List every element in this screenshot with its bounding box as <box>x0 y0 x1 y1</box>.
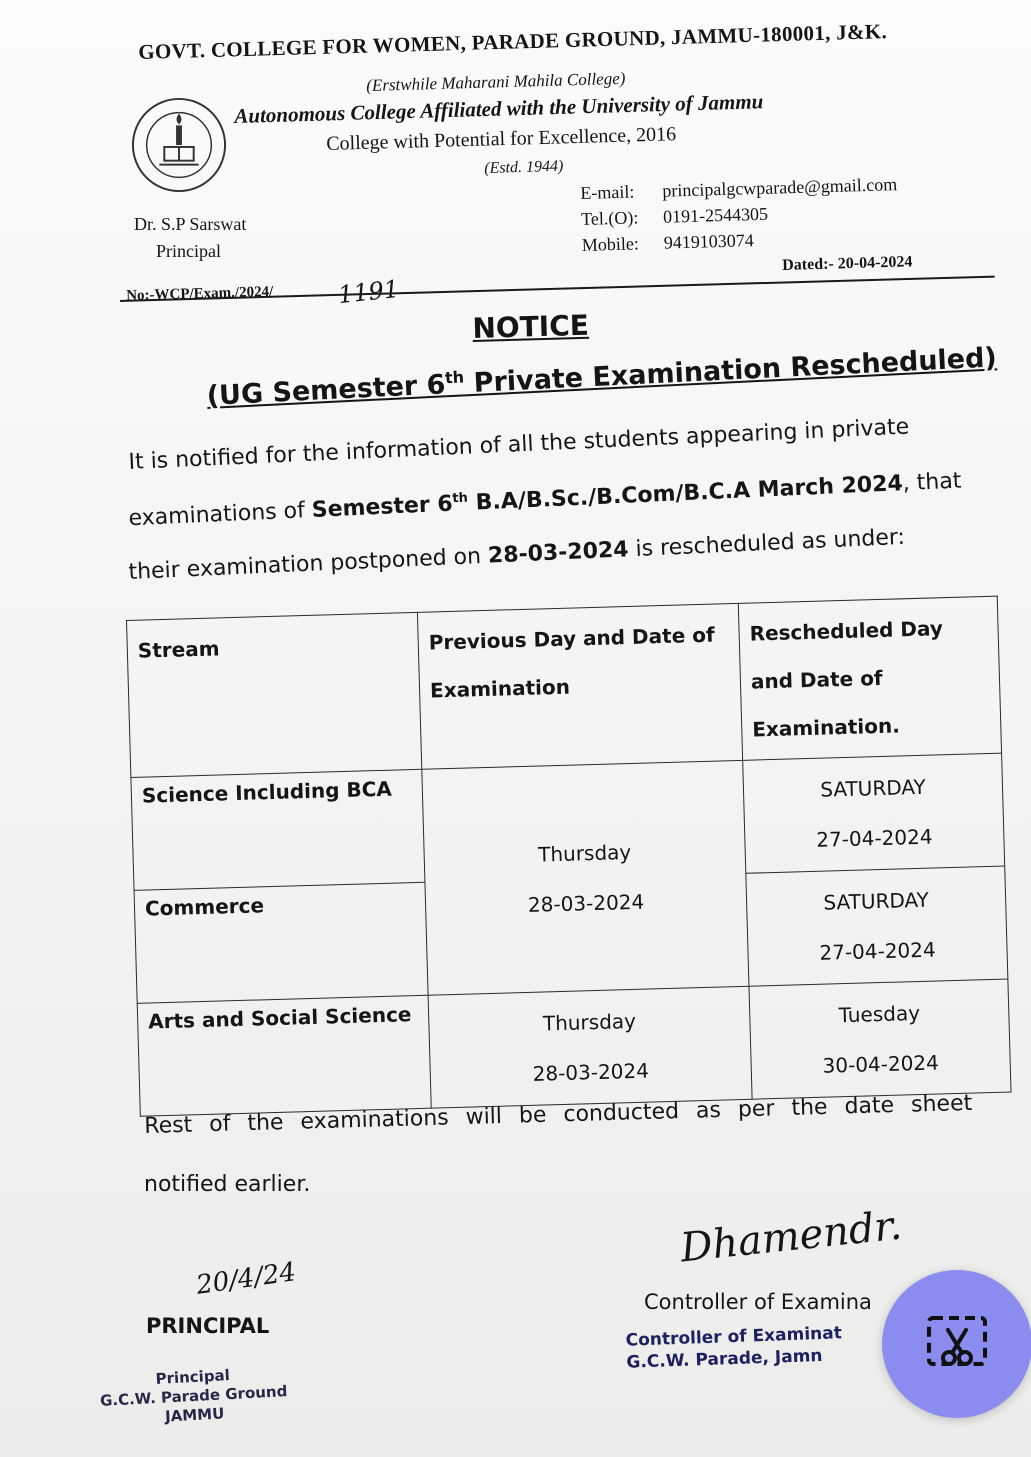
principal-title: Principal <box>156 241 221 261</box>
rescheduled-date: 27-04-2024 <box>815 824 933 852</box>
affiliation-line: Autonomous College Affiliated with the University of Jammu <box>234 89 764 128</box>
rescheduled-date: 30-04-2024 <box>822 1050 940 1078</box>
potential-line: College with Potential for Excellence, 2016 <box>326 123 677 155</box>
previous-day: Thursday <box>537 839 632 867</box>
merged-previous-date-cell <box>422 760 749 995</box>
closing-line-1: Rest of the examinations will be conducted as per the date sheet <box>144 1090 973 1139</box>
contact-block <box>580 171 899 258</box>
dated-line: Dated:- 20-04-2024 <box>782 253 913 274</box>
closing-line-2: notified earlier. <box>144 1172 311 1197</box>
rescheduled-cell <box>743 753 1005 873</box>
reference-handwritten: 1191 <box>336 274 401 310</box>
established-line: (Estd. 1944) <box>484 157 564 177</box>
rescheduled-day: Tuesday <box>838 1000 921 1028</box>
paragraph-line-3: their examination postponed on 28-03-2024 is rescheduled as under: <box>128 524 906 585</box>
previous-day: Thursday <box>542 1008 637 1036</box>
tel-label: Tel.(O): <box>580 207 639 229</box>
principal-signature: 20/4/24 <box>194 1257 298 1301</box>
schedule-table <box>126 595 1017 1086</box>
principal-label: PRINCIPAL <box>146 1314 270 1338</box>
stream-cell: Commerce <box>134 882 428 1003</box>
controller-label: Controller of Examina <box>644 1290 872 1314</box>
principal-name: Dr. S.P Sarswat <box>134 214 247 234</box>
mobile-label: Mobile: <box>581 233 640 255</box>
crop-capture-button[interactable] <box>882 1270 1031 1418</box>
previous-date: 28-03-2024 <box>527 889 645 917</box>
table-header-row <box>127 596 1002 777</box>
notice-subject: (UG Semester 6th Private Examination Rescheduled) <box>206 342 998 412</box>
college-seal-icon <box>130 96 228 194</box>
stream-cell: Science Including BCA <box>131 769 425 890</box>
email-value: principalgcwparade@gmail.com <box>662 174 898 201</box>
controller-signature: Dhamendr. <box>678 1202 904 1272</box>
rescheduled-cell <box>749 979 1011 1099</box>
mobile-value: 9419103074 <box>663 230 755 253</box>
rescheduled-date: 27-04-2024 <box>819 937 936 965</box>
rescheduled-day: SATURDAY <box>820 774 926 802</box>
stream-cell: Arts and Social Science <box>137 995 431 1116</box>
email-label: E-mail: <box>580 181 635 203</box>
rescheduled-day: SATURDAY <box>823 887 930 915</box>
controller-stamp: Controller of Examinat G.C.W. Parade, Jamn <box>625 1323 843 1373</box>
erstwhile-name: (Erstwhile Maharani Mahila College) <box>366 68 626 95</box>
reference-number: No:-WCP/Exam./2024/ <box>126 283 274 304</box>
tel-value: 0191-2544305 <box>662 203 769 227</box>
previous-date: 28-03-2024 <box>532 1058 650 1086</box>
previous-date-cell <box>428 986 752 1108</box>
paragraph-line-2: examinations of Semester 6th B.A/B.Sc./B.Com/B.C.A March 2024, that <box>128 468 962 532</box>
header-previous: Previous Day and Date of Examination <box>417 603 742 769</box>
header-stream: Stream <box>127 612 422 777</box>
principal-stamp: Principal G.C.W. Parade Ground JAMMU <box>99 1366 288 1426</box>
paragraph-line-1: It is notified for the information of all the students appearing in private <box>128 414 910 475</box>
notice-title: NOTICE <box>472 308 590 345</box>
scissors-crop-icon <box>921 1308 993 1380</box>
rescheduled-cell <box>746 866 1008 986</box>
college-name: GOVT. COLLEGE FOR WOMEN, PARADE GROUND, JAMMU-180001, J&K. <box>138 19 888 64</box>
header-rescheduled: Rescheduled Day and Date of Examination. <box>738 596 1001 760</box>
